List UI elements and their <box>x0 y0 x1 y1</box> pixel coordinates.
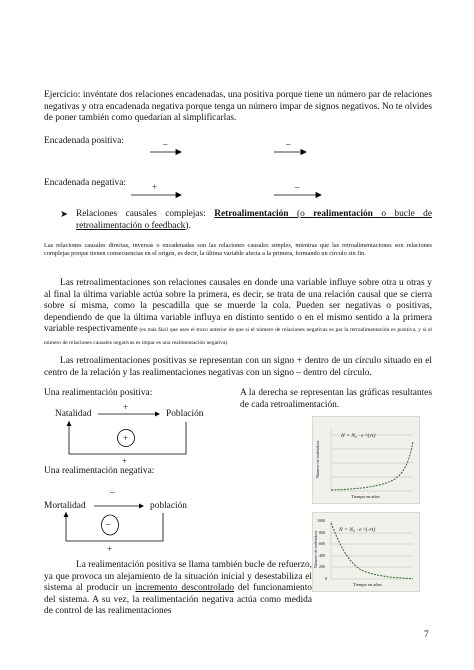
positive-loop-sign-bottom: + <box>122 456 128 466</box>
negative-loop-title: Una realimentación negativa: <box>44 466 155 476</box>
feedback-definition-paragraph: Las retroalimentaciones son relaciones causales en donde una variable influye sobre otra u otras y al final la última variable actúa sobre la primera, es decir, se trata de una relación causal que se cierra sobre sí misma, como la pescadilla que se muerde la cola. Pueden ser negativas o positivas, dependiendo de que la última variable influya en distinto sentido o en el mismo sentido a la primera variable respectivamente (es más fácil que uses el truco anterior de que si el número de relaciones negativas es par la retroalimentación es positiva, y si el número de relaciones causales negativas es impar es una realimentación negativa). <box>44 278 432 346</box>
graph2-xlabel: Tiempo en años <box>353 582 382 587</box>
positive-loop-sign-center: + <box>123 433 129 443</box>
chain-negative-label: Encadenada negativa: <box>44 178 126 188</box>
negative-loop-sign-bottom: + <box>107 544 113 554</box>
chain-negative-sign-1: + <box>152 182 158 192</box>
negative-loop-var2: población <box>150 501 187 511</box>
chain-positive-label: Encadenada positiva: <box>44 136 124 146</box>
bullet-arrow-icon: ➤ <box>60 210 68 220</box>
positive-loop-var2: Población <box>166 409 204 419</box>
chain-negative-sign-2: – <box>295 182 300 192</box>
graph2-formula: N = N₀ · e ^{-rt} <box>339 527 376 533</box>
graph2-ylabel: Número de individuos <box>313 530 319 569</box>
negative-loop-sign-center: – <box>106 519 111 529</box>
graph2-ytick-800: 800 <box>319 530 325 535</box>
negative-decay-graph <box>312 512 420 592</box>
positive-loop-var1: Natalidad <box>55 409 92 419</box>
bullet-complex-relations: Relaciones causales complejas: Retroalimentación (o realimentación o bucle de retroalimentación o feedback). <box>76 209 432 231</box>
small-paragraph: Las relaciones causales directas, inversas o encadenadas son las relaciones causales simples, mientras que las retroalimentaciones son relaciones complejas porque tienen consecuencias en el origen, es decir, la última variable afecta a la primera, formando un círculo sin fin. <box>44 242 432 258</box>
exercise-paragraph: Ejercicio: invéntate dos relaciones encadenadas, una positiva porque tiene un número par de relaciones negativas y otra encadenada negativa porque tenga un número impar de signos negativos. No te olvides de poner también como quedarían al simplificarlas. <box>44 90 432 124</box>
final-paragraph: La realimentación positiva se llama también bucle de refuerzo, ya que provoca un alejamiento de la situación inicial y desestabiliza el sistema al producir un incremento descontrolado del funcionamiento del sistema. A su vez, la realimentación negativa actúa como medida de control de las realimentaciones <box>44 560 312 617</box>
chain-positive-sign-2: – <box>286 139 291 149</box>
graph1-ylabel: Número de individuos <box>315 440 321 479</box>
page-number: 7 <box>424 630 429 640</box>
graphs-description: A la derecha se representan las gráficas resultantes de cada retroalimentación. <box>240 388 432 410</box>
graph2-ytick-200: 200 <box>319 564 325 569</box>
graph2-ytick-0: 0 <box>325 576 327 581</box>
graph1-xlabel: Tiempo en años <box>351 494 380 499</box>
graph2-ytick-1000: 1000 <box>317 518 325 523</box>
graph1-formula: N = N₀ · e ^{rt} <box>341 433 376 439</box>
positive-loop-sign-top: + <box>123 402 129 412</box>
positive-loop-title: Una realimentación positiva: <box>44 388 153 398</box>
negative-loop-sign-top: – <box>110 487 115 497</box>
chain-positive-sign-1: – <box>163 139 168 149</box>
negative-loop-var1: Mortalidad <box>44 501 86 511</box>
graph2-ytick-400: 400 <box>319 553 325 558</box>
representation-paragraph: Las retroalimentaciones positivas se representan con un signo + dentro de un círculo situado en el centro de la relación y las realimentaciones negativas con un signo – dentro del círculo. <box>44 356 432 378</box>
graph2-ytick-600: 600 <box>319 541 325 546</box>
